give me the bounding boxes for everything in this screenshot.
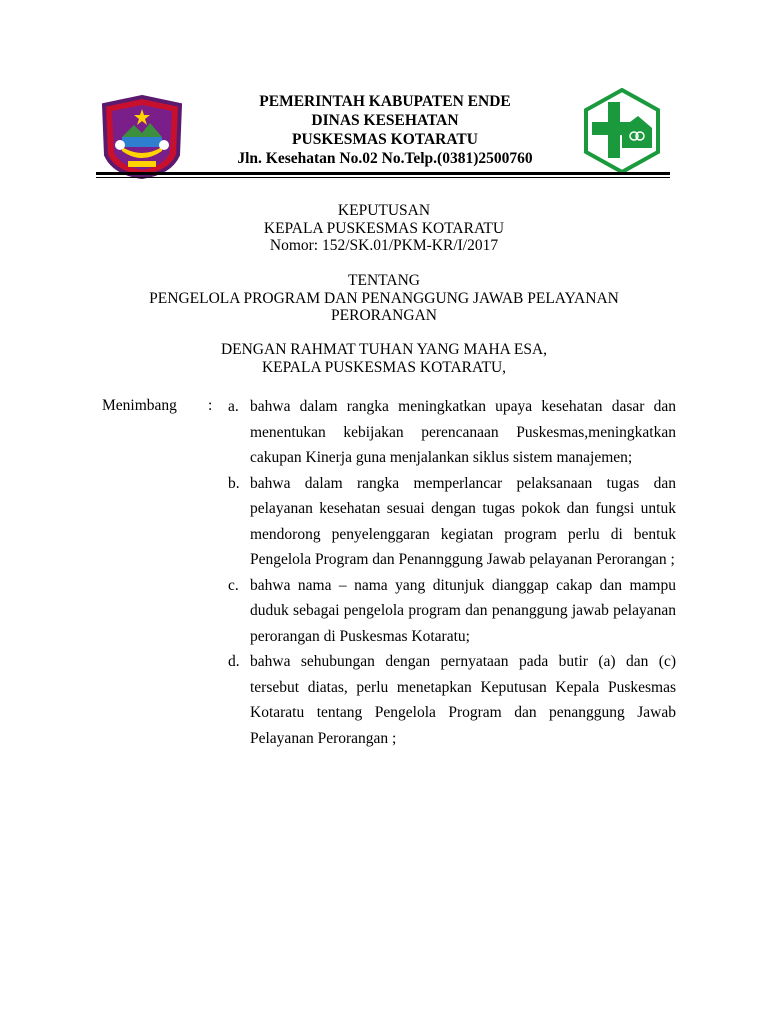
subject-line-1: PENGELOLA PROGRAM DAN PENANGGUNG JAWAB PELAYANAN — [149, 289, 619, 307]
address-line: Jln. Kesehatan No.02 No.Telp.(0381)2500760 — [237, 150, 533, 167]
considering-item-d — [228, 649, 676, 751]
considering-colon: : — [208, 397, 213, 414]
considering-label: Menimbang — [102, 397, 177, 414]
item-marker: b. — [228, 474, 240, 492]
kabupaten-ende-emblem-icon — [100, 95, 184, 179]
opening-line-2: KEPALA PUSKESMAS KOTARATU, — [261, 358, 507, 376]
item-text: bahwa sehubungan dengan pernyataan pada butir (a) dan (c) tersebut diatas, perlu menetapkan Keputusan Kepala Puskesmas Kotaratu tentang Pengelola Program dan penanggung Jawab Pelayanan Perorangan ; — [250, 653, 676, 747]
subject-line-2: PERORANGAN — [331, 307, 437, 324]
government-name: PEMERINTAH KABUPATEN ENDE — [259, 93, 511, 110]
item-marker: c. — [228, 576, 239, 594]
considering-item-a — [228, 394, 676, 471]
considering-item-b — [228, 471, 676, 573]
opening-statement — [96, 341, 672, 376]
institution-name: PUSKESMAS KOTARATU — [292, 131, 478, 148]
letterhead — [0, 0, 768, 190]
decree-title: KEPUTUSAN — [337, 202, 431, 219]
considering-item-c — [228, 573, 676, 650]
header-rule-thick — [96, 172, 670, 175]
puskesmas-logo-icon — [582, 88, 662, 174]
decree-subject — [96, 272, 672, 325]
decree-number: Nomor: 152/SK.01/PKM-KR/I/2017 — [269, 237, 499, 254]
item-text: bahwa dalam rangka meningkatkan upaya kesehatan dasar dan menentukan kebijakan perencanaan Puskesmas,meningkatkan cakupan Kinerja guna menjalankan siklus sistem manajemen; — [250, 398, 676, 466]
opening-line-1: DENGAN RAHMAT TUHAN YANG MAHA ESA, — [220, 341, 548, 358]
item-text: bahwa nama – nama yang ditunjuk dianggap cakap dan mampu duduk sebagai pengelola program dan penanggung jawab pelayanan perorangan di Puskesmas Kotaratu; — [250, 576, 676, 645]
decree-issuer: KEPALA PUSKESMAS KOTARATU — [263, 219, 505, 237]
agency-name: DINAS KESEHATAN — [311, 112, 459, 129]
decree-heading — [96, 202, 672, 255]
header-rule-thin — [96, 177, 670, 178]
considering-list — [228, 394, 676, 751]
letterhead-text — [200, 92, 570, 168]
item-text: bahwa dalam rangka memperlancar pelaksanaan tugas dan pelayanan kesehatan sesuai dengan tugas pokok dan fungsi untuk mendorong penyelenggaran kegiatan program perlu di bentuk Pengelola Program dan Penannggung Jawab pelayanan Perorangan ; — [250, 474, 676, 568]
item-marker: d. — [228, 653, 240, 670]
subject-label: TENTANG — [348, 272, 420, 289]
item-marker: a. — [228, 398, 239, 415]
